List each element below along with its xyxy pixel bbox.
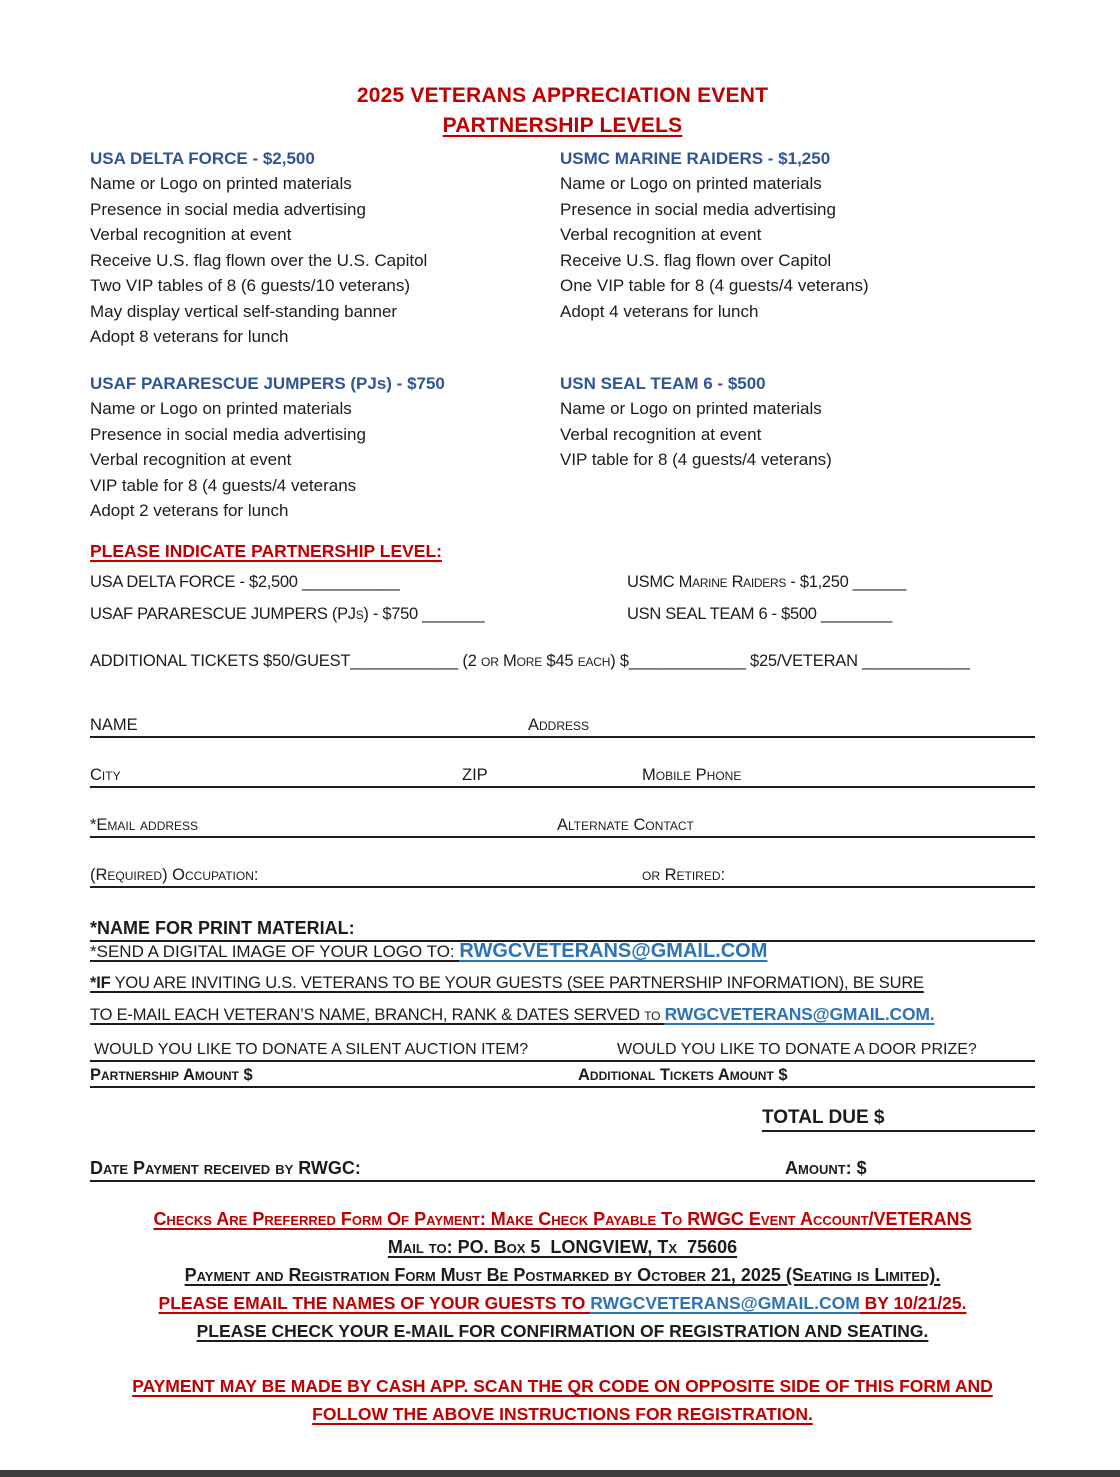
payment-received-row xyxy=(90,1148,1035,1182)
form-content xyxy=(90,0,1035,1477)
level-usa-delta-force xyxy=(90,146,560,371)
checks-preferred-line: Checks Are Preferred Form Of Payment: Make Check Payable To RWGC Event Account/VETERANS xyxy=(153,1209,972,1229)
name-field-label: NAME xyxy=(90,716,138,734)
address-field-label: Address xyxy=(528,716,590,734)
benefit-item: Name or Logo on printed materials xyxy=(90,174,352,193)
benefit-item: Adopt 4 veterans for lunch xyxy=(560,301,759,321)
total-due-label: TOTAL DUE $ xyxy=(762,1107,885,1128)
invite-note-text-2: TO E-MAIL EACH VETERAN’S NAME, BRANCH, RANK & DATES SERVED xyxy=(90,1006,645,1024)
benefit-item: Receive U.S. flag flown over Capitol xyxy=(560,250,832,270)
invite-note-line-2 xyxy=(90,1004,1035,1025)
additional-tickets-amount-label: Additional Tickets Amount $ xyxy=(578,1066,788,1084)
total-due-row xyxy=(762,1100,1035,1132)
email-guest-names-line xyxy=(90,1289,1035,1317)
indicate-partnership-heading: PLEASE INDICATE PARTNERSHIP LEVEL: xyxy=(90,541,442,561)
postmark-deadline-line: Payment and Registration Form Must Be Postmarked by October 21, 2025 (Seating is Limited). xyxy=(184,1265,941,1285)
benefit-item: Presence in social media advertising xyxy=(90,199,366,219)
cash-app-line-2: FOLLOW THE ABOVE INSTRUCTIONS FOR REGISTRATION. xyxy=(312,1404,813,1424)
retired-field-label: or Retired: xyxy=(642,866,726,884)
level-usmc-marine-raiders-heading: USMC MARINE RAIDERS - $1,250 xyxy=(560,149,831,168)
indicate-seal-team-blank: USN SEAL TEAM 6 - $500 ________ xyxy=(627,605,892,623)
print-material-label: *NAME FOR PRINT MATERIAL: xyxy=(90,918,355,938)
print-material-row xyxy=(90,906,1035,942)
level-usn-seal-team-6 xyxy=(560,371,1035,524)
bottom-edge-bar xyxy=(0,1470,1120,1477)
additional-tickets-line: ADDITIONAL TICKETS $50/GUEST____________ (2 or More $45 each) $_____________ $25/VETERAN ____________ xyxy=(90,652,970,670)
date-payment-received-label: Date Payment received by RWGC: xyxy=(90,1158,361,1178)
partnership-levels-grid xyxy=(90,146,1035,524)
indicate-row-1 xyxy=(90,573,1035,592)
indicate-marine-raiders-blank: USMC Marine Raiders - $1,250 ______ xyxy=(627,573,907,591)
send-logo-label: *SEND A DIGITAL IMAGE OF YOUR LOGO TO: xyxy=(90,942,460,961)
partnership-levels-subtitle: PARTNERSHIP LEVELS xyxy=(442,114,683,137)
email-field-label: *Email address xyxy=(90,816,199,834)
invite-note-text-1: YOU ARE INVITING U.S. VETERANS TO BE YOUR GUESTS (SEE PARTNERSHIP INFORMATION), BE SURE xyxy=(110,974,924,992)
invite-note-bold-prefix: *IF xyxy=(90,974,111,992)
benefit-item: Verbal recognition at event xyxy=(90,450,292,469)
benefit-item: Verbal recognition at event xyxy=(560,225,762,244)
benefit-item: One VIP table for 8 (4 guests/4 veterans) xyxy=(560,276,869,295)
level-usaf-pararescue-heading: USAF PARARESCUE JUMPERS (PJs) - $750 xyxy=(90,374,445,393)
veterans-email-link[interactable]: RWGCVETERANS@GMAIL.COM. xyxy=(664,1004,935,1024)
benefit-item: Name or Logo on printed materials xyxy=(560,174,822,193)
benefit-item: Adopt 2 veterans for lunch xyxy=(90,501,289,520)
benefit-item: Two VIP tables of 8 (6 guests/10 veterans) xyxy=(90,276,411,295)
benefit-item: Name or Logo on printed materials xyxy=(560,399,822,418)
benefit-item: Verbal recognition at event xyxy=(90,225,292,244)
amount-label: Amount: $ xyxy=(785,1158,867,1178)
benefit-item: Adopt 8 veterans for lunch xyxy=(90,327,289,346)
benefit-item: Receive U.S. flag flown over the U.S. Capitol xyxy=(90,250,428,270)
partnership-amount-label: Partnership Amount $ xyxy=(90,1066,253,1084)
invite-note-line-1 xyxy=(90,974,1035,993)
level-usn-seal-team-6-heading: USN SEAL TEAM 6 - $500 xyxy=(560,374,766,393)
benefit-item: Presence in social media advertising xyxy=(560,199,836,219)
guests-line-suffix: BY 10/21/25. xyxy=(859,1293,967,1313)
occupation-row xyxy=(90,854,1035,888)
alternate-contact-field-label: Alternate Contact xyxy=(557,816,694,834)
amounts-row xyxy=(90,1058,1035,1088)
confirmation-line: PLEASE CHECK YOUR E-MAIL FOR CONFIRMATION OF REGISTRATION AND SEATING. xyxy=(196,1321,929,1341)
name-address-row xyxy=(90,704,1035,738)
silent-auction-question: WOULD YOU LIKE TO DONATE A SILENT AUCTION ITEM? xyxy=(94,1041,529,1058)
event-title: 2025 VETERANS APPRECIATION EVENT xyxy=(356,84,769,107)
logo-email-link[interactable]: RWGCVETERANS@GMAIL.COM xyxy=(459,940,768,962)
guests-email-link[interactable]: RWGCVETERANS@GMAIL.COM xyxy=(590,1293,860,1313)
benefit-item: VIP table for 8 (4 guests/4 veterans xyxy=(90,475,357,495)
mail-to-line: Mail to: PO. Box 5 LONGVIEW, Tx 75606 xyxy=(387,1237,738,1257)
email-contact-row xyxy=(90,804,1035,838)
payment-instructions-block xyxy=(90,1205,1035,1345)
benefit-item: Presence in social media advertising xyxy=(90,424,366,444)
indicate-row-2 xyxy=(90,605,1035,624)
benefit-item: May display vertical self-standing banner xyxy=(90,301,398,321)
zip-field-label: ZIP xyxy=(462,766,488,784)
occupation-field-label: (Required) Occupation: xyxy=(90,866,259,884)
city-zip-phone-row xyxy=(90,754,1035,788)
cash-app-block xyxy=(90,1372,1035,1428)
level-usa-delta-force-heading: USA DELTA FORCE - $2,500 xyxy=(90,149,315,168)
indicate-delta-force-blank: USA DELTA FORCE - $2,500 ___________ xyxy=(90,573,400,591)
benefit-item: Name or Logo on printed materials xyxy=(90,399,352,418)
cash-app-line-1: PAYMENT MAY BE MADE BY CASH APP. SCAN THE QR CODE ON OPPOSITE SIDE OF THIS FORM AND xyxy=(132,1376,993,1396)
benefit-item: VIP table for 8 (4 guests/4 veterans) xyxy=(560,450,832,469)
logo-email-line xyxy=(90,940,1035,963)
guests-line-prefix: PLEASE EMAIL THE NAMES OF YOUR GUESTS TO xyxy=(158,1293,591,1313)
level-usmc-marine-raiders xyxy=(560,146,1035,371)
city-field-label: City xyxy=(90,766,121,784)
level-usaf-pararescue-jumpers xyxy=(90,371,560,524)
benefit-item: Verbal recognition at event xyxy=(560,424,762,444)
indicate-pararescue-blank: USAF PARARESCUE JUMPERS (PJs) - $750 _______ xyxy=(90,605,485,623)
invite-note-to: to xyxy=(644,1006,665,1024)
mobile-phone-field-label: Mobile Phone xyxy=(642,766,742,784)
door-prize-question: WOULD YOU LIKE TO DONATE A DOOR PRIZE? xyxy=(617,1041,977,1058)
